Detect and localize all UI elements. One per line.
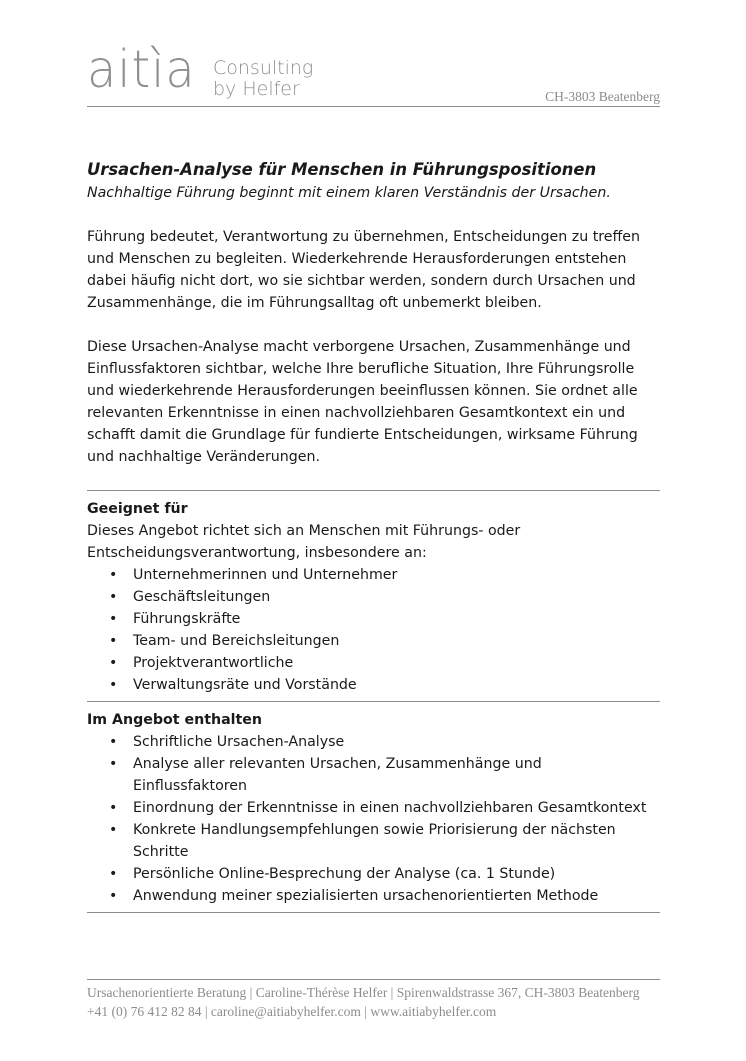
page-footer [87, 979, 660, 1021]
section-divider [87, 912, 660, 913]
document-title: Ursachen-Analyse für Menschen in Führungspositionen [87, 160, 597, 179]
section-heading-suitable: Geeignet für [87, 501, 188, 517]
logo-subtitle-line1: Consulting [213, 57, 314, 79]
footer-contact: +41 (0) 76 412 82 84 | caroline@aitiabyhelfer.com | www.aitiabyhelfer.com [87, 1004, 497, 1019]
list-item: • Unternehmerinnen und Unternehmer [87, 564, 660, 586]
list-item: • Analyse aller relevanten Ursachen, Zusammenhänge und Einflussfaktoren [87, 753, 660, 797]
section-included [87, 702, 660, 912]
included-list [87, 731, 660, 907]
document-subtitle: Nachhaltige Führung beginnt mit einem klaren Verständnis der Ursachen. [87, 185, 611, 201]
list-item: • Geschäftsleitungen [87, 586, 660, 608]
list-item: • Einordnung der Erkenntnisse in einen nachvollziehbaren Gesamtkontext [87, 797, 660, 819]
list-item: • Führungskräfte [87, 608, 660, 630]
section-suitable [87, 491, 660, 701]
document-body [87, 158, 660, 913]
footer-address: Ursachenorientierte Beratung | Caroline-Thérèse Helfer | Spirenwaldstrasse 367, CH-3803 Beatenberg [87, 985, 640, 1000]
list-item: • Persönliche Online-Besprechung der Analyse (ca. 1 Stunde) [87, 863, 660, 885]
list-item: • Verwaltungsräte und Vorstände [87, 674, 660, 696]
list-item: • Konkrete Handlungsempfehlungen sowie Priorisierung der nächsten Schritte [87, 819, 660, 863]
page-header [87, 40, 660, 107]
logo-subtitle-line2: by Helfer [213, 78, 300, 100]
intro-paragraph-2: Diese Ursachen-Analyse macht verborgene Ursachen, Zusammenhänge und Einflussfaktoren sichtbar, welche Ihre berufliche Situation, Ihre Führungsrolle und wiederkehrende Herausforderungen beeinflussen können. Sie ordnet alle relevanten Erkenntnisse in einen nachvollziehbaren Gesamtkontext ein und schafft damit die Grundlage für fundierte Entscheidungen, wirksame Führung und nachhaltige Veränderungen. [87, 339, 638, 465]
section-intro-suitable: Dieses Angebot richtet sich an Menschen mit Führungs- oder Entscheidungsverantwortung, insbesondere an: [87, 523, 521, 561]
list-item: • Projektverantwortliche [87, 652, 660, 674]
audience-list [87, 564, 660, 696]
header-location: CH-3803 Beatenberg [545, 89, 660, 104]
list-item: • Team- und Bereichsleitungen [87, 630, 660, 652]
logo-subtitle [213, 58, 313, 100]
list-item: • Schriftliche Ursachen-Analyse [87, 731, 660, 753]
list-item: • Anwendung meiner spezialisierten ursachenorientierten Methode [87, 885, 660, 907]
logo-wordmark: aitìa [87, 40, 196, 100]
intro-paragraph-1: Führung bedeutet, Verantwortung zu übernehmen, Entscheidungen zu treffen und Menschen zu begleiten. Wiederkehrende Herausforderungen entstehen dabei häufig nicht dort, wo sie sichtbar werden, sondern durch Ursachen und Zusammenhänge, die im Führungsalltag oft unbemerkt bleiben. [87, 229, 641, 311]
section-heading-included: Im Angebot enthalten [87, 712, 263, 728]
